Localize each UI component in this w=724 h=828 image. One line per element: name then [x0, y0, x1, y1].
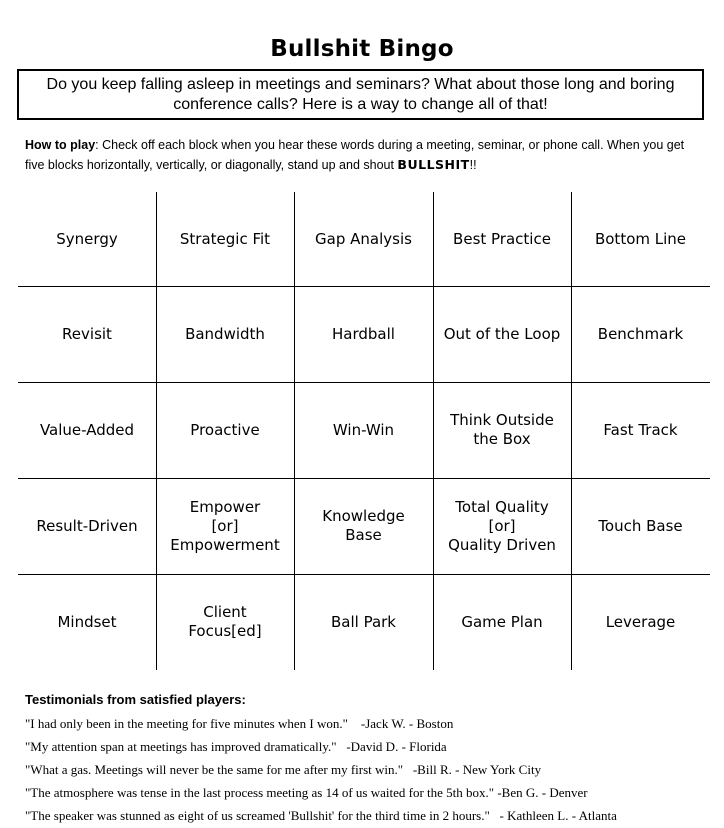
bingo-cell[interactable]: Total Quality [or] Quality Driven — [448, 497, 556, 554]
bingo-cell[interactable]: Ball Park — [330, 612, 396, 631]
bingo-cell[interactable]: Bottom Line — [594, 229, 687, 248]
bingo-cell[interactable]: Hardball — [332, 324, 395, 343]
bingo-cell[interactable]: Gap Analysis — [315, 229, 412, 248]
bingo-cell[interactable]: Revisit — [62, 324, 112, 343]
bingo-cell[interactable]: Game Plan — [461, 612, 543, 631]
testimonial-quote: "I had only been in the meeting for five minutes when I won." -Jack W. - Boston — [25, 716, 454, 731]
bingo-cell[interactable]: Fast Track — [603, 420, 678, 439]
testimonial-quote: "The speaker was stunned as eight of us screamed 'Bullshit' for the third time in 2 hours." - Kathleen L. - Atlanta — [25, 808, 617, 823]
page-title: Bullshit Bingo — [270, 36, 454, 62]
bingo-cell[interactable]: Mindset — [57, 612, 117, 631]
bingo-grid — [18, 192, 710, 670]
how-to-play-label: How to play — [25, 138, 96, 152]
bingo-cell[interactable]: Synergy — [56, 229, 118, 248]
shout-word: BULLSHIT — [397, 157, 470, 172]
how-to-play-text: : Check off each block when you hear these words during a meeting, seminar, or phone call. When you get five blocks horizontally, vertically, or diagonally, stand up and shout — [25, 138, 685, 172]
bingo-cell[interactable]: Proactive — [190, 420, 260, 439]
testimonial-quote: "The atmosphere was tense in the last process meeting as 14 of us waited for the 5th box." -Ben G. - Denver — [25, 785, 588, 800]
bingo-cell[interactable]: Benchmark — [597, 324, 684, 343]
how-to-play — [25, 136, 705, 175]
bingo-cell[interactable]: Touch Base — [598, 516, 683, 535]
bingo-cell[interactable]: Result-Driven — [36, 516, 138, 535]
testimonial-quote: "My attention span at meetings has improved dramatically." -David D. - Florida — [25, 739, 447, 754]
bingo-cell[interactable]: Value-Added — [39, 420, 135, 439]
bingo-cell[interactable]: Out of the Loop — [443, 324, 561, 343]
bingo-cell[interactable]: Bandwidth — [185, 324, 265, 343]
bingo-cell[interactable]: Think Outside the Box — [450, 411, 554, 448]
bingo-cell[interactable]: Client Focus[ed] — [188, 603, 262, 640]
how-to-play-end: !! — [469, 158, 477, 172]
bingo-cell[interactable]: Win-Win — [332, 420, 395, 439]
bingo-cell[interactable]: Knowledge Base — [322, 507, 405, 544]
testimonial-quote: "What a gas. Meetings will never be the same for me after my first win." -Bill R. - New York City — [25, 762, 542, 777]
bingo-cell[interactable]: Best Practice — [453, 229, 551, 248]
intro-box: Do you keep falling asleep in meetings and seminars? What about those long and boring conference calls? Here is a way to change all of that! — [17, 69, 704, 120]
bingo-cell[interactable]: Strategic Fit — [179, 229, 271, 248]
bingo-cell[interactable]: Leverage — [605, 612, 676, 631]
testimonials-heading: Testimonials from satisfied players: — [25, 692, 246, 707]
bingo-cell[interactable]: Empower [or] Empowerment — [170, 497, 280, 554]
